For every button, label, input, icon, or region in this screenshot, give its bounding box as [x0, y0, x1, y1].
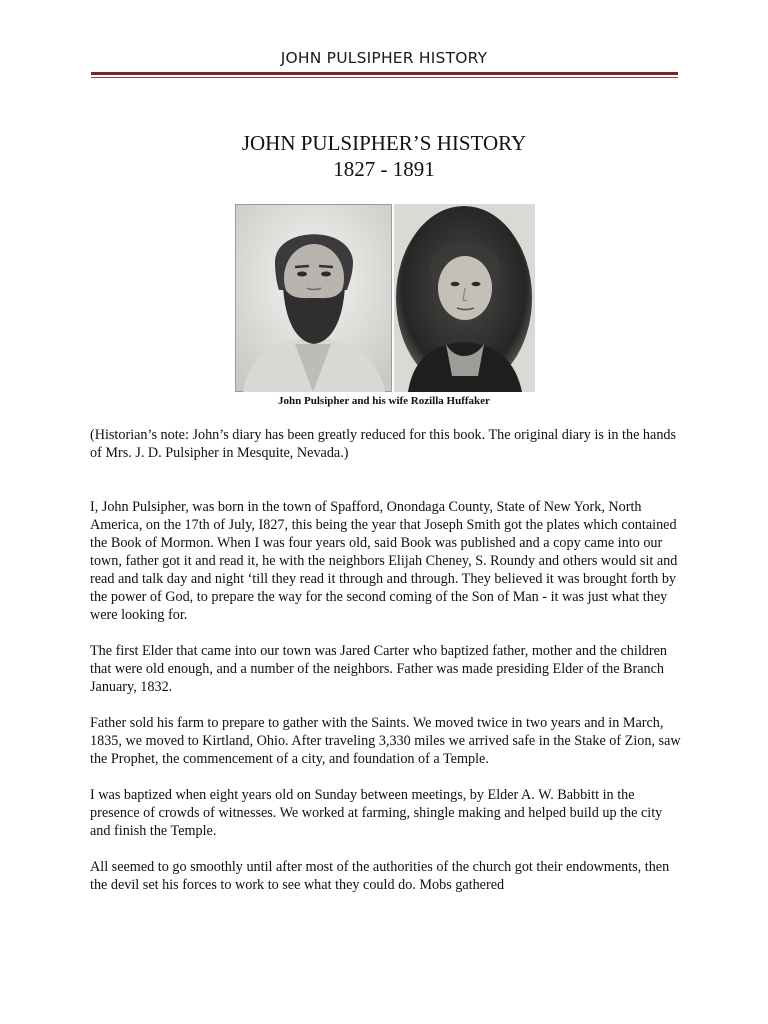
header-rule-thin — [91, 77, 678, 78]
paragraph-baptism: I was baptized when eight years old on Sunday between meetings, by Elder A. W. Babbitt in the presence of crowds of witnesses. We worked at farming, shingle making and helped build up the city and finish the Temple. — [90, 787, 663, 839]
paragraph-mobs: All seemed to go smoothly until after most of the authorities of the church got their endowments, then the devil set his forces to work to see what they could do. Mobs gathered — [90, 859, 670, 893]
running-header: JOHN PULSIPHER HISTORY — [280, 49, 488, 67]
paragraph-birth: I, John Pulsipher, was born in the town of Spafford, Onondaga County, State of New York, North America, on the 17th of July, I827, this being the year that Joseph Smith got the plates which contained the Book of Mormon. When I was four years old, said Book was published and a copy came into our town, father got it and read it, he with the neighbors Elijah Cheney, S. Roundy and others would sit and read and talk day and night ‘till they read it through and through. They believed it was brought forth by the power of God, to prepare the way for the second coming of the Son of Man - it was just what they were looking for. — [90, 499, 678, 623]
paragraph-kirtland: Father sold his farm to prepare to gather with the Saints. We moved twice in two years and in March, 1835, we moved to Kirtland, Ohio. After traveling 3,330 miles we arrived safe in the Stake of Zion, saw the Prophet, the commencement of a city, and foundation of a Temple. — [90, 715, 681, 767]
document-title — [0, 130, 768, 182]
paragraph-first-elder: The first Elder that came into our town was Jared Carter who baptized father, mother and the children that were old enough, and a number of the neighbors. Father was made presiding Elder of the Branch January, 1832. — [90, 643, 667, 695]
document-title-years: 1827 - 1891 — [333, 157, 435, 181]
header-rule-thick — [91, 72, 678, 75]
portrait-rozilla-huffaker — [394, 204, 535, 392]
historians-note: (Historian’s note: John’s diary has been greatly reduced for this book. The original diary is in the hands of Mrs. J. D. Pulsipher in Mesquite, Nevada.) — [90, 427, 677, 461]
portrait-john-pulsipher — [235, 204, 392, 392]
portrait-photos — [235, 204, 535, 392]
photo-caption: John Pulsipher and his wife Rozilla Huffaker — [278, 395, 490, 407]
document-body — [90, 426, 682, 912]
document-title-name: JOHN PULSIPHER’S HISTORY — [241, 131, 527, 155]
